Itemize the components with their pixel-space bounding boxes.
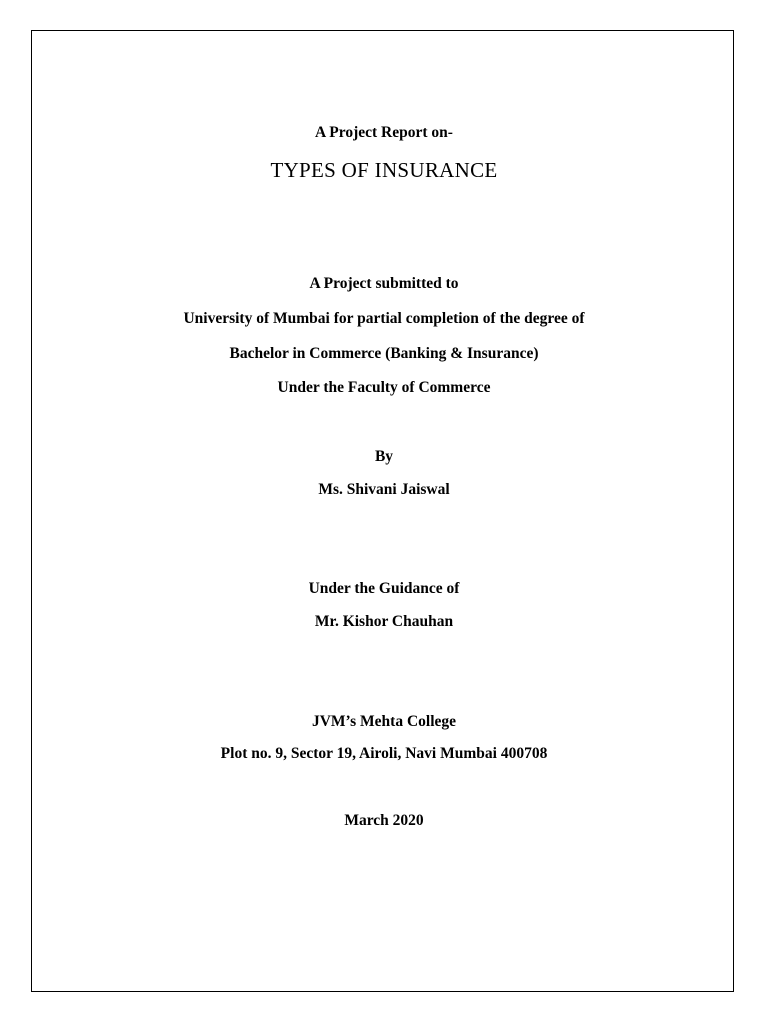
guidance-label: Under the Guidance of [308,580,460,597]
report-intro: A Project Report on- [315,124,453,141]
submission-line-4: Under the Faculty of Commerce [277,379,491,396]
guide-name: Mr. Kishor Chauhan [314,613,454,630]
submission-line-2: University of Mumbai for partial completion of the degree of [183,310,585,327]
author-name: Ms. Shivani Jaiswal [318,481,450,498]
report-title: TYPES OF INSURANCE [270,158,498,182]
report-date: March 2020 [344,812,424,829]
submission-line-1: A Project submitted to [309,275,459,292]
by-label: By [374,448,394,465]
college-address: Plot no. 9, Sector 19, Airoli, Navi Mumbai 400708 [220,745,548,762]
college-name: JVM’s Mehta College [311,713,457,730]
submission-line-3: Bachelor in Commerce (Banking & Insurance) [229,345,539,362]
